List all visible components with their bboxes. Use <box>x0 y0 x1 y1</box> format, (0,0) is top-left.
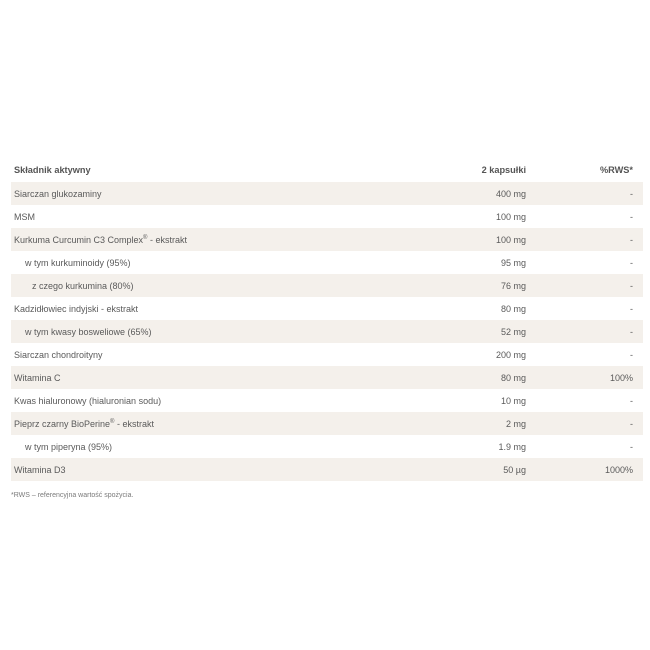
ingredient-name <box>11 258 406 268</box>
table-row <box>11 366 643 389</box>
rws-value: - <box>630 188 633 199</box>
table-body <box>11 182 643 481</box>
ingredient-label: Witamina C <box>14 372 61 383</box>
ingredient-name <box>11 350 406 360</box>
table-row <box>11 343 643 366</box>
ingredient-suffix: - ekstrakt <box>114 418 154 429</box>
table-row <box>11 182 643 205</box>
rws-value: - <box>630 211 633 222</box>
table-row <box>11 389 643 412</box>
ingredient-label: w tym kwasy bosweliowe (65%) <box>25 326 152 337</box>
ingredient-label: w tym piperyna (95%) <box>25 441 113 452</box>
table-row <box>11 274 643 297</box>
ingredient-name <box>11 212 406 222</box>
rws-value: - <box>630 280 633 291</box>
dose-value: 100 mg <box>495 211 526 222</box>
ingredient-label: Kurkuma Curcumin C3 Complex <box>14 234 144 245</box>
dose-value: 2 mg <box>505 418 526 429</box>
rws-value: - <box>630 326 633 337</box>
dose-value: 95 mg <box>500 257 526 268</box>
rws-value: - <box>630 441 633 452</box>
ingredient-label: Pieprz czarny BioPerine <box>14 418 111 429</box>
table-row <box>11 297 643 320</box>
ingredient-name <box>11 373 406 383</box>
dose-value: 400 mg <box>495 188 526 199</box>
ingredient-label: Kwas hialuronowy (hialuronian sodu) <box>14 395 162 406</box>
rws-value: - <box>630 395 633 406</box>
trademark-mark: ® <box>110 418 115 425</box>
ingredient-name <box>11 235 406 245</box>
dose-value: 1.9 mg <box>498 441 526 452</box>
ingredient-label: z czego kurkumina (80%) <box>32 280 134 291</box>
ingredient-label: Witamina D3 <box>14 464 66 475</box>
table-row <box>11 412 643 435</box>
dose-value: 80 mg <box>500 372 526 383</box>
table-row <box>11 251 643 274</box>
ingredient-label: Siarczan chondroityny <box>14 349 103 360</box>
table-row <box>11 458 643 481</box>
ingredient-name <box>11 281 406 291</box>
rws-value: - <box>630 303 633 314</box>
ingredient-label: Kadzidłowiec indyjski - ekstrakt <box>14 303 139 314</box>
header-rws: %RWS* <box>599 165 633 175</box>
ingredient-label: Siarczan glukozaminy <box>14 188 102 199</box>
ingredient-name <box>11 396 406 406</box>
ingredient-name <box>11 419 406 429</box>
table-row <box>11 435 643 458</box>
dose-value: 80 mg <box>500 303 526 314</box>
ingredient-label: MSM <box>14 211 35 222</box>
rws-value: - <box>630 257 633 268</box>
dose-value: 200 mg <box>495 349 526 360</box>
ingredient-name <box>11 304 406 314</box>
rws-value: - <box>630 349 633 360</box>
dose-value: 100 mg <box>495 234 526 245</box>
header-dose: 2 kapsułki <box>481 165 526 175</box>
rws-value: - <box>630 418 633 429</box>
rws-value: - <box>630 234 633 245</box>
ingredient-suffix: - ekstrakt <box>147 234 187 245</box>
table-header <box>11 158 643 182</box>
dose-value: 76 mg <box>500 280 526 291</box>
dose-value: 50 µg <box>503 464 526 475</box>
table-row <box>11 320 643 343</box>
trademark-mark: ® <box>143 234 148 241</box>
ingredient-label: w tym kurkuminoidy (95%) <box>25 257 131 268</box>
dose-value: 52 mg <box>500 326 526 337</box>
dose-value: 10 mg <box>500 395 526 406</box>
table-row <box>11 228 643 251</box>
rws-value: 100% <box>609 372 633 383</box>
header-ingredient: Składnik aktywny <box>14 165 91 175</box>
ingredient-name <box>11 327 406 337</box>
table-row <box>11 205 643 228</box>
footnote: *RWS – referencyjna wartość spożycia. <box>11 492 134 499</box>
ingredient-name <box>11 189 406 199</box>
ingredient-name <box>11 465 406 475</box>
ingredient-name <box>11 442 406 452</box>
ingredients-table <box>11 158 643 481</box>
rws-value: 1000% <box>604 464 633 475</box>
